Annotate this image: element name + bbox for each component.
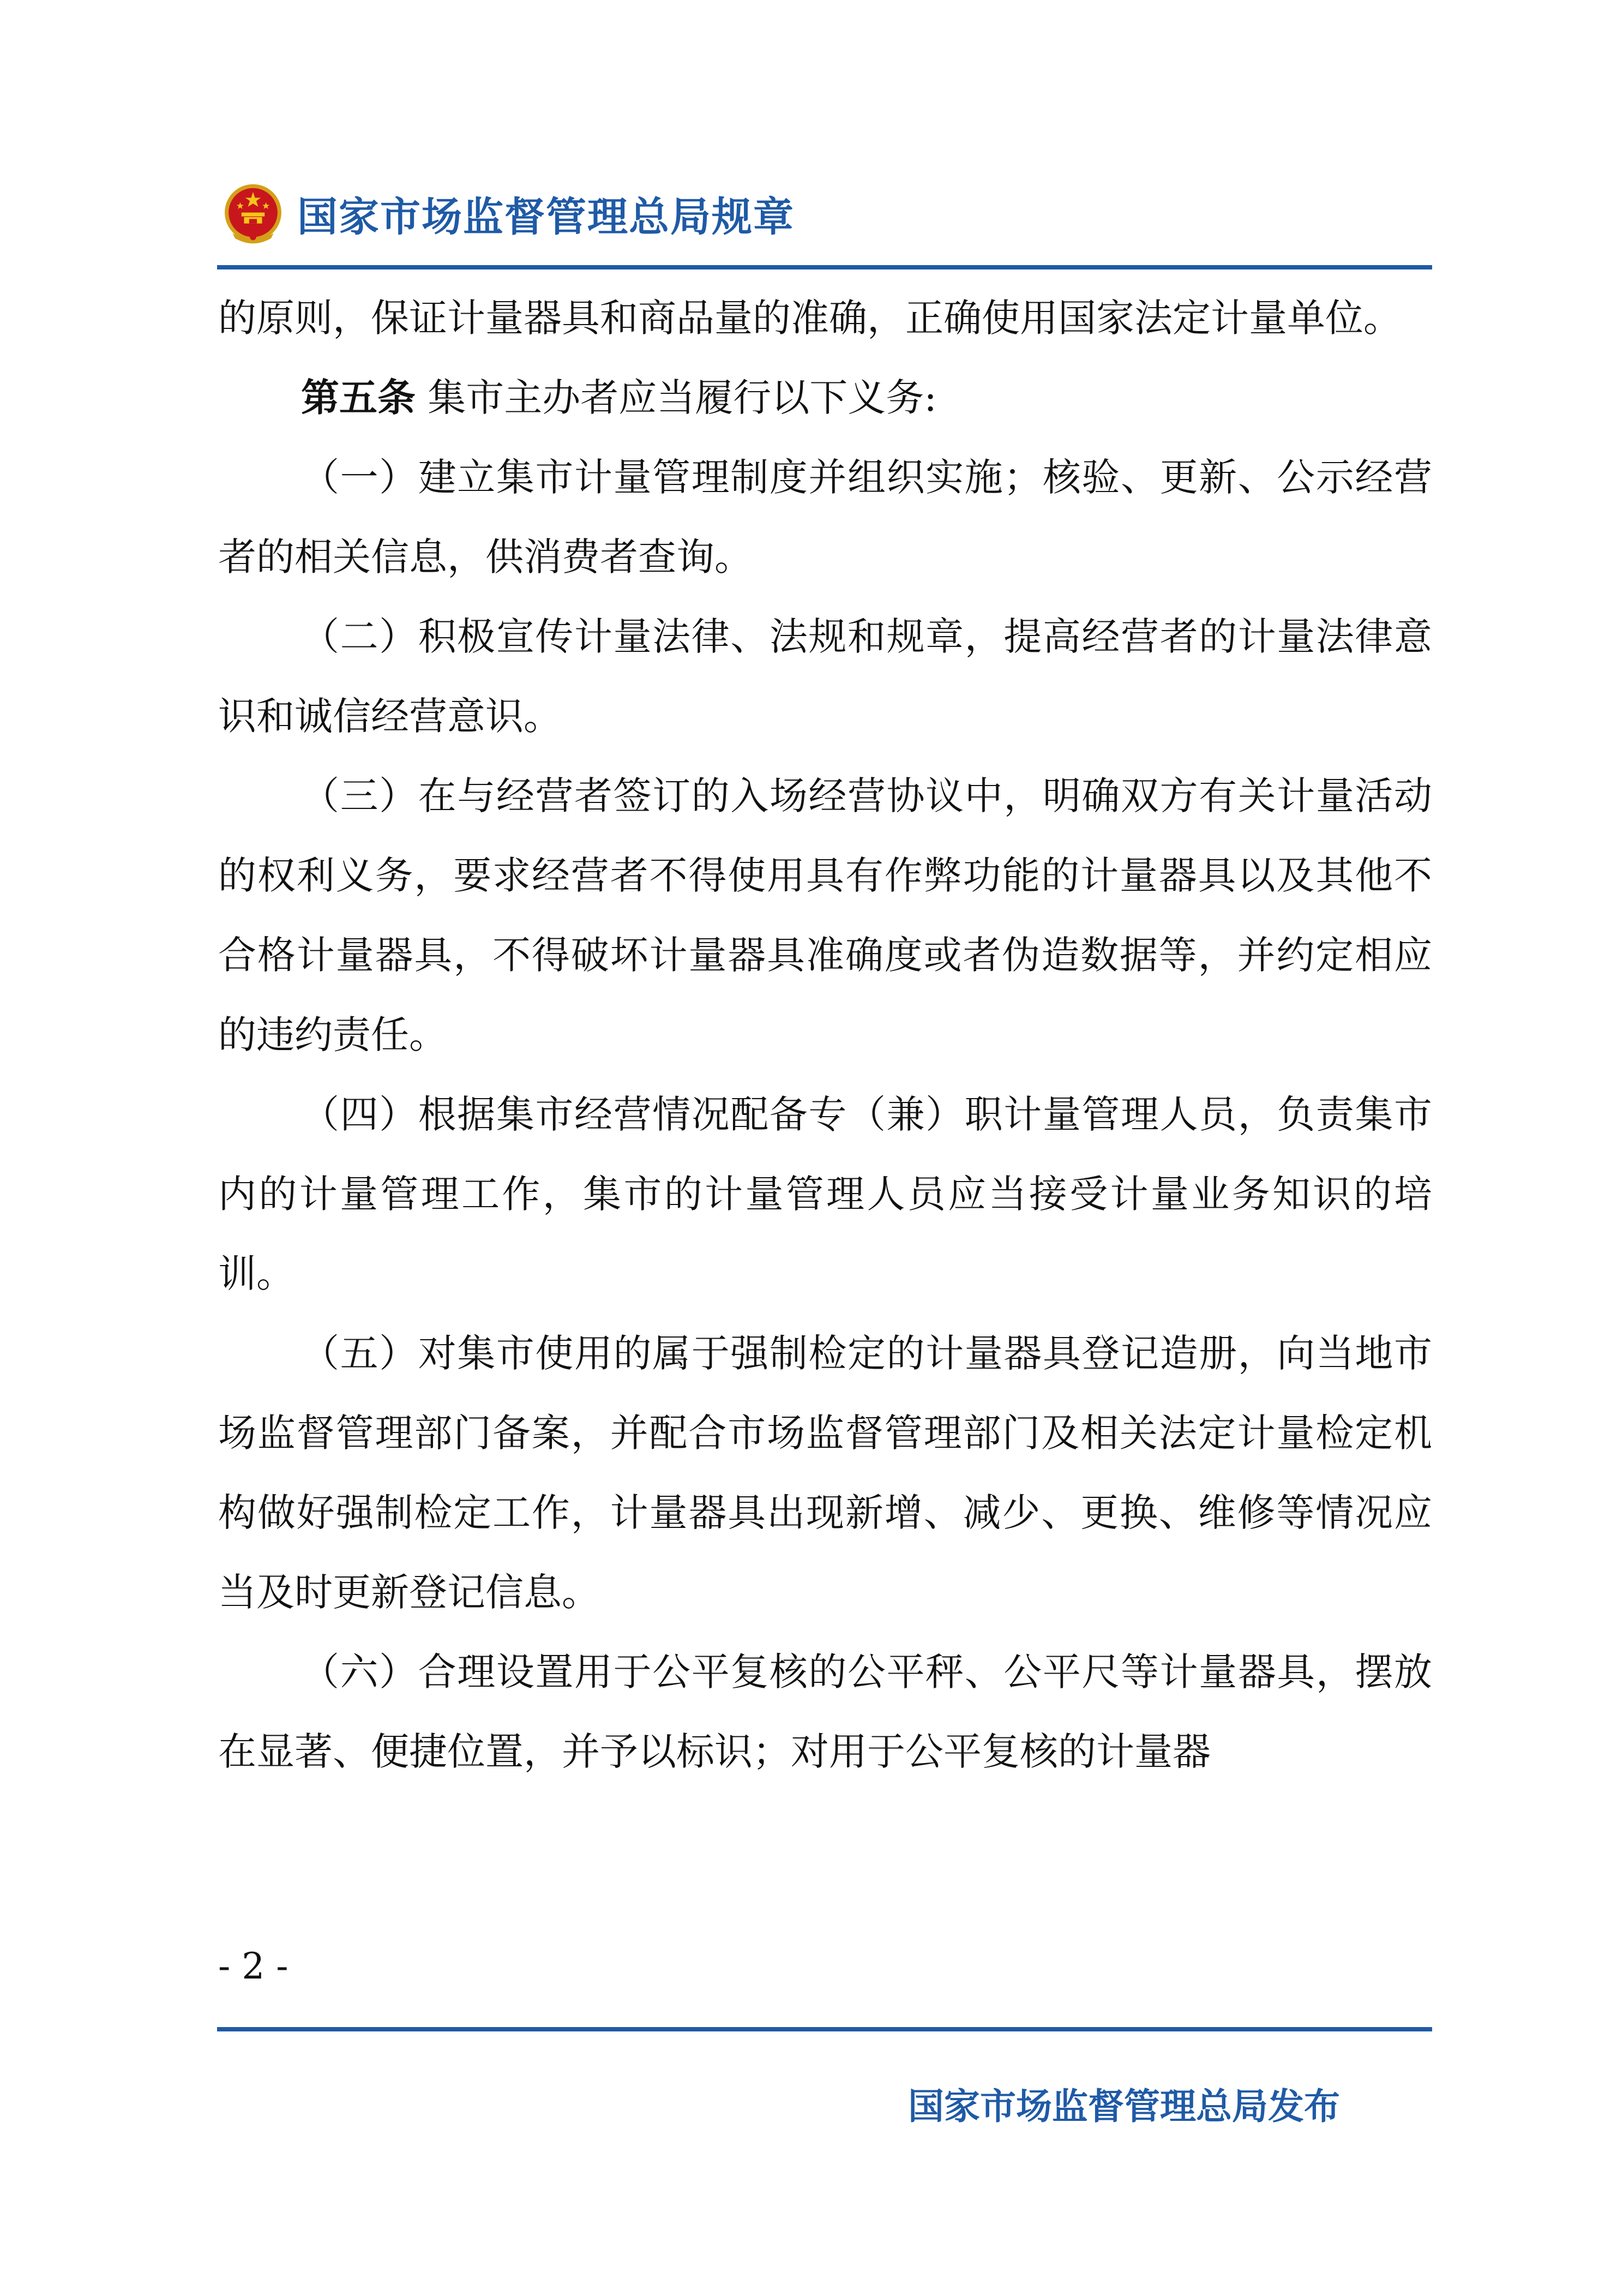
obligation-item: （四）根据集市经营情况配备专（兼）职计量管理人员，负责集市内的计量管理工作，集市的计量管理人员应当接受计量业务知识的培训。 (218, 1092, 1432, 1296)
continuation-paragraph: 的原则，保证计量器具和商品量的准确，正确使用国家法定计量单位。 (218, 296, 1402, 340)
article-label: 第五条 (301, 375, 416, 420)
article-intro: 集市主办者应当履行以下义务: (428, 375, 937, 420)
obligation-item: （六）合理设置用于公平复核的公平秤、公平尺等计量器具，摆放在显著、便捷位置，并予以标识；对用于公平复核的计量器 (218, 1650, 1432, 1774)
page-header (221, 176, 795, 252)
document-body (218, 278, 1432, 1791)
article-heading (218, 358, 1432, 437)
obligation-item: （一）建立集市计量管理制度并组织实施；核验、更新、公示经营者的相关信息，供消费者查询。 (218, 455, 1432, 579)
header-divider (217, 265, 1432, 269)
page-number: - 2 - (218, 1945, 288, 1987)
header-title: 国家市场监督管理总局规章 (297, 194, 795, 241)
footer-publisher: 国家市场监督管理总局发布 (908, 2085, 1340, 2127)
national-emblem-icon (221, 182, 285, 246)
footer-divider (217, 2027, 1432, 2031)
obligation-item: （三）在与经营者签订的入场经营协议中，明确双方有关计量活动的权利义务，要求经营者不得使用具有作弊功能的计量器具以及其他不合格计量器具，不得破坏计量器具准确度或者伪造数据等，并约定相应的违约责任。 (218, 774, 1432, 1057)
obligation-item: （二）积极宣传计量法律、法规和规章，提高经营者的计量法律意识和诚信经营意识。 (218, 614, 1432, 739)
obligation-item: （五）对集市使用的属于强制检定的计量器具登记造册，向当地市场监督管理部门备案，并配合市场监督管理部门及相关法定计量检定机构做好强制检定工作，计量器具出现新增、减少、更换、维修等情况应当及时更新登记信息。 (218, 1331, 1432, 1615)
